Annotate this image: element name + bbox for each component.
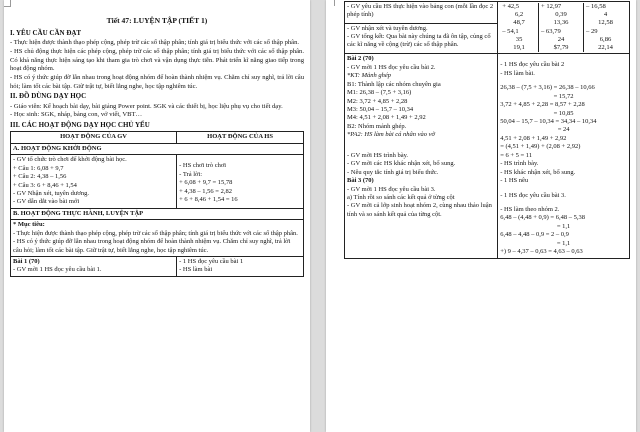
hs-cell bbox=[177, 155, 304, 209]
calc-operand: + 42,5 bbox=[502, 3, 520, 10]
goal-label: * Mục tiêu: bbox=[13, 221, 45, 229]
gv-cell bbox=[11, 257, 177, 277]
goal-cell bbox=[11, 220, 304, 257]
exercise-title: Bài 2 (70) bbox=[347, 55, 374, 63]
table-line: - HS trình bày. bbox=[500, 160, 539, 168]
calc-operand: – 16,58 bbox=[586, 3, 606, 10]
table-line: M3: 50,04 – 15,7 – 10,34 bbox=[347, 106, 414, 114]
calc-operand: – 29 bbox=[586, 27, 598, 35]
hs-cell bbox=[498, 54, 630, 258]
table-line: - Trả lời: bbox=[179, 170, 203, 178]
paragraph: - Giáo viên: Kế hoạch bài dạy, bài giảng Power point. SGK và các thiết bị, học liệu phụ vụ cho tiết dạy. bbox=[10, 102, 283, 110]
table-line: + 4,38 – 1,56 = 2,82 bbox=[179, 187, 232, 195]
hs-cell bbox=[177, 257, 304, 277]
table-line: 26,38 – (7,5 + 3,16) = 26,38 – 10,66 bbox=[500, 84, 595, 92]
table-line: *KT: Mảnh ghép bbox=[347, 72, 392, 80]
gv-cell bbox=[345, 23, 498, 54]
calc-operand: 4 bbox=[603, 11, 608, 19]
table-line: 4,51 + 2,08 + 1,49 + 2,92 bbox=[500, 134, 567, 142]
table-line: - GV tổng kết: Qua bài này chúng ta đã ôn tập, củng cố các kĩ năng về cộng (trừ) các số thập phân. bbox=[347, 33, 491, 49]
table-line: - GV yêu cầu HS thực hiện vào bảng con (mỗi lần đọc 2 phép tính) bbox=[347, 3, 494, 19]
table-line: M4: 4,51 + 2,08 + 1,49 + 2,92 bbox=[347, 114, 426, 122]
table-line: a) Tính rồi so sánh các kết quả ở từng cột bbox=[347, 193, 455, 201]
table-line: - GV mời 1 HS đọc yêu cầu bài 2. bbox=[347, 63, 436, 71]
table-line: - GV mời HS trình bày. bbox=[347, 151, 409, 159]
document-page-right bbox=[326, 0, 636, 432]
exercise-title: Bài 1 (70) bbox=[13, 258, 40, 266]
column-header-hs: HOẠT ĐỘNG CỦA HS bbox=[177, 132, 304, 143]
table-line: - GV mời 1 HS đọc yêu cầu bài 1. bbox=[13, 266, 102, 274]
table-line: = (4,51 + 1,49) + (2,08 + 2,92) bbox=[500, 143, 581, 151]
table-line: + Câu 3: 6 + 8,46 + 1,54 bbox=[13, 181, 77, 189]
table-line: - HS làm bài bbox=[179, 266, 213, 274]
vertical-calculations bbox=[500, 3, 627, 52]
table-line: - GV nhận xét và tuyên dương. bbox=[347, 24, 428, 32]
calc-result: 48,7 bbox=[513, 19, 525, 27]
table-line: +) 9 – 4,37 – 0,63 = 4,63 – 0,63 bbox=[500, 248, 583, 256]
gv-cell bbox=[345, 2, 498, 24]
calc-cell bbox=[498, 2, 630, 54]
table-line: - GV mời cả lớp sinh hoạt nhóm 2, cùng nhau thảo luận tính và so sánh kết quả của từng cột. bbox=[347, 202, 492, 218]
gv-cell bbox=[11, 155, 177, 209]
table-line: = 10,85 bbox=[553, 109, 574, 117]
table-line: + Câu 2: 4,38 – 1,56 bbox=[13, 173, 67, 181]
calc-result: 22,14 bbox=[598, 44, 613, 52]
table-section-row: B. HOẠT ĐỘNG THỰC HÀNH, LUYỆN TẬP bbox=[11, 208, 304, 219]
calc-result: 13,36 bbox=[538, 19, 583, 27]
section-heading: I. YÊU CẦU CẦN ĐẠT bbox=[10, 29, 82, 38]
table-line: - HS làm bài. bbox=[500, 69, 535, 77]
activity-table-continued bbox=[344, 1, 630, 259]
paragraph: - HS chủ động thực hiện các phép cộng, phép trừ các số thập phân; tính giá trị biểu thức với các số thập phân. Có khả năng thực hiện sáng tạo khi tham gia trò chơi và vận dụng thực tiễn. Phát triển kĩ năng giao tiếp trong hoạt động nhóm. bbox=[10, 47, 304, 73]
table-line: = 1,1 bbox=[556, 222, 571, 230]
calc-operand: 6,2 bbox=[514, 11, 524, 19]
table-line: B1: Thành lập các nhóm chuyên gia bbox=[347, 80, 441, 88]
table-line: *PA2: HS làm bài cá nhân vào vở bbox=[347, 131, 436, 139]
lesson-title: Tiết 47: LUYỆN TẬP (TIẾT 1) bbox=[106, 16, 208, 25]
table-line: - 1 HS đọc yêu cầu bài 1 bbox=[179, 258, 244, 266]
table-line: - 1 HS đọc yêu cầu bài 2 bbox=[500, 61, 565, 69]
calc-operand: 0,39 bbox=[538, 11, 583, 19]
table-line: + Câu 1: 6,08 + 9,7 bbox=[13, 164, 64, 172]
table-line: - 1 HS nêu bbox=[500, 177, 529, 185]
paragraph: - Học sinh: SGK, nháp, bảng con, vở viết, VBT… bbox=[10, 111, 143, 119]
table-line: - GV dẫn dắt vào bài mới bbox=[13, 198, 80, 206]
section-heading: III. CÁC HOẠT ĐỘNG DẠY HỌC CHỦ YẾU bbox=[10, 121, 150, 130]
table-line: = 24 bbox=[557, 126, 570, 134]
calc-result: $7,79 bbox=[538, 44, 583, 52]
table-line: = 15,72 bbox=[553, 92, 574, 100]
table-line: - 1 HS đọc yêu cầu bài 3. bbox=[500, 191, 566, 199]
exercise-title: Bài 3 (70) bbox=[347, 177, 374, 185]
table-line: - HS chơi trò chơi bbox=[179, 162, 227, 170]
table-line: - GV tổ chức trò chơi để khởi động bài học. bbox=[13, 156, 127, 164]
table-line: 50,04 – 15,7 – 10,34 = 34,34 – 10,34 bbox=[500, 118, 597, 126]
table-line: 6,48 – 4,48 – 0,9 = 2 – 0,9 bbox=[500, 231, 569, 239]
activity-table bbox=[10, 131, 304, 277]
table-line: - GV Nhận xét, tuyên dương. bbox=[13, 189, 89, 197]
table-line: + 6,08 + 9,7 = 15,78 bbox=[179, 179, 233, 187]
calc-result: 12,58 bbox=[598, 19, 613, 27]
table-line: - GV mời các HS khác nhận xét, bổ sung. bbox=[347, 160, 456, 168]
table-line: - HS khác nhận xét, bổ sung. bbox=[500, 168, 576, 176]
table-line: - HS làm theo nhóm 2. bbox=[500, 205, 560, 213]
calc-result: 19,1 bbox=[513, 44, 525, 52]
paragraph: - HS có ý thức giúp đỡ lẫn nhau trong hoạt động nhóm để hoàn thành nhiệm vụ. Chăm chỉ suy nghĩ, trả lời câu hỏi; làm tốt các bài tập. Giữ trật tự, biết lắng nghe, học tập nghiêm túc. bbox=[10, 74, 304, 90]
goal-text: - HS có ý thức giúp đỡ lẫn nhau trong hoạt động nhóm để hoàn thành nhiệm vụ. Chăm chỉ suy nghĩ, trả lời câu hỏi; làm tốt các bài tập. Giữ trật tự, biết lắng nghe, học tập nghiêm túc. bbox=[13, 238, 291, 254]
section-heading: II. ĐỒ DÙNG DẠY HỌC bbox=[10, 92, 87, 101]
calc-operand: 6,86 bbox=[599, 35, 612, 43]
calc-operand: 24 bbox=[538, 36, 583, 44]
crop-mark bbox=[328, 0, 335, 6]
table-line: + 6 + 8,46 + 1,54 = 16 bbox=[179, 195, 238, 203]
table-line: 6,48 – (4,48 + 0,9) = 6,48 – 5,38 bbox=[500, 214, 585, 222]
goal-text: - Thực hiện được thành thạo phép cộng, phép trừ các số thập phân; tính giá trị biểu thức với các số thập phân. bbox=[13, 229, 298, 237]
table-line: = 6 + 5 = 11 bbox=[500, 151, 533, 159]
calc-operand: + 12,97 bbox=[538, 3, 583, 11]
table-line: 3,72 + 4,85 + 2,28 = 8,57 + 2,28 bbox=[500, 101, 585, 109]
paragraph: - Thực hiện được thành thạo phép cộng, phép trừ các số thập phân; tính giá trị biểu thức với các số thập phân. bbox=[10, 39, 300, 47]
calc-operand: – 54,1 bbox=[502, 27, 519, 35]
table-line: M2: 3,72 + 4,85 + 2,28 bbox=[347, 97, 408, 105]
column-header-gv: HOẠT ĐỘNG CỦA GV bbox=[11, 132, 177, 143]
table-line: = 1,1 bbox=[556, 239, 571, 247]
table-section-row: A. HOẠT ĐỘNG KHỞI ĐỘNG bbox=[11, 143, 304, 154]
calc-operand: 35 bbox=[515, 35, 523, 43]
calc-operand: – 63,79 bbox=[538, 28, 583, 36]
table-line: - GV mời 1 HS đọc yêu cầu bài 3. bbox=[347, 185, 436, 193]
table-line: - Nêu quy tắc tính giá trị biểu thức. bbox=[347, 168, 439, 176]
gv-cell bbox=[345, 54, 498, 258]
document-page-left bbox=[4, 0, 310, 432]
table-line: B2: Nhóm mảnh ghép. bbox=[347, 122, 407, 130]
table-line: M1: 26,38 – (7,5 + 3,16) bbox=[347, 89, 412, 97]
